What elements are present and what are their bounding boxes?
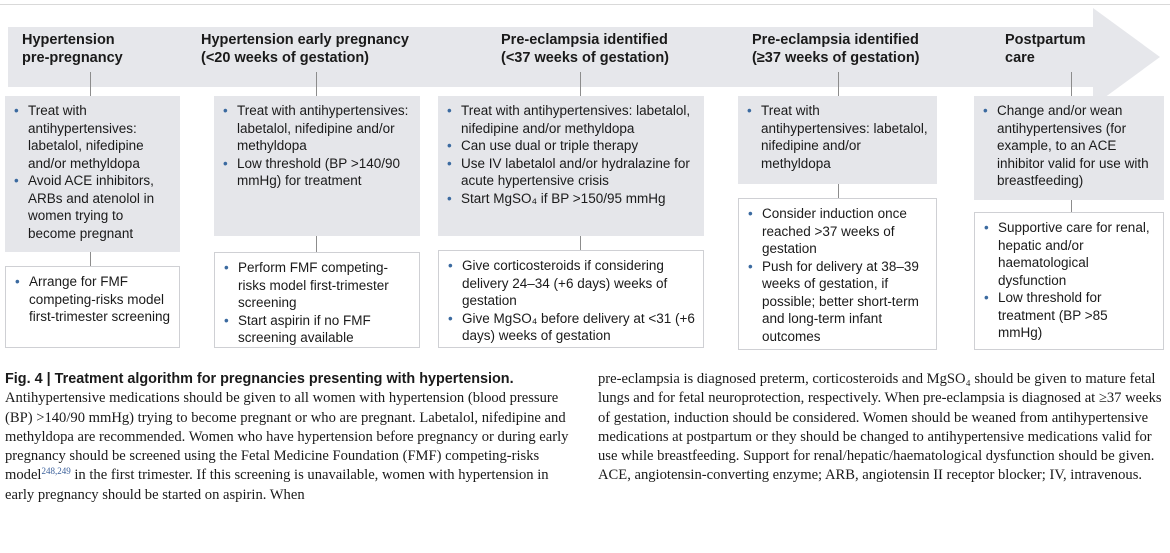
stage-subtitle: (<37 weeks of gestation)	[501, 50, 670, 66]
list-item: • Consider induction once reached >37 weeks of gestation	[747, 205, 928, 258]
list-item: • Perform FMF competing-risks model first-trimester screening	[223, 259, 411, 312]
stage-subtitle: pre-pregnancy	[22, 50, 123, 66]
list-item: • Can use dual or triple therapy	[446, 137, 696, 155]
list-item: • Treat with antihypertensives: labetalol, nifedipine and/or methyldopa	[746, 102, 929, 172]
list-item: • Low threshold (BP >140/90 mmHg) for treatment	[222, 155, 412, 190]
stage-title: Pre-eclampsia identified	[501, 32, 668, 48]
stage-header-pre-eclampsia-late	[752, 31, 920, 67]
list-item: • Supportive care for renal, hepatic and/or haematological dysfunction	[983, 219, 1155, 289]
pre-pregnancy-screening-box	[5, 266, 180, 348]
stage-title: Postpartum	[1005, 32, 1086, 48]
figure-label: Fig. 4 | Treatment algorithm for pregnancies presenting with hypertension.	[5, 371, 514, 387]
list-item: • Give MgSO₄ before delivery at <31 (+6 days) weeks of gestation	[447, 310, 695, 345]
postpartum-support-box	[974, 212, 1164, 350]
stage-subtitle: (<20 weeks of gestation)	[201, 50, 370, 66]
reference-superscript[interactable]: 248,249	[41, 466, 71, 477]
connector-line	[90, 72, 91, 96]
early-pregnancy-treatment-box	[214, 96, 420, 236]
pre-pregnancy-treatment-box	[5, 96, 180, 252]
stage-subtitle: care	[1005, 50, 1035, 66]
caption-text: pre-eclampsia is diagnosed preterm, corticosteroids and MgSO₄ should be given to mature fetal lungs and for fetal neuroprotection, respectively. When pre-eclampsia is diagnosed at ≥37 weeks of gestation, induction should be considered. Women should be weaned from antihypertensive medications at postpartum or they should be changed to antihypertensive medications valid for use while breastfeeding. Support for renal/hepatic/haematological dysfunction should be given. ACE, angiotensin-converting enzyme; ARB, angiotensin II receptor blocker; IV, intravenous.	[598, 371, 1162, 484]
list-item: • Treat with antihypertensives: labetalol, nifedipine and/or methyldopa	[446, 102, 696, 137]
list-item: • Avoid ACE inhibitors, ARBs and atenolol in women trying to become pregnant	[13, 172, 172, 242]
connector-line	[1071, 72, 1072, 96]
stage-header-pre-pregnancy	[22, 31, 123, 67]
stage-title: Hypertension	[22, 32, 115, 48]
connector-line	[1071, 200, 1072, 212]
connector-line	[838, 184, 839, 198]
list-item: • Start aspirin if no FMF screening available	[223, 312, 411, 347]
list-item: • Treat with antihypertensives: labetalol, nifedipine and/or methyldopa	[13, 102, 172, 172]
stage-header-postpartum	[1005, 31, 1086, 67]
list-item: • Change and/or wean antihypertensives (for example, to an ACE inhibitor valid for use with breastfeeding)	[982, 102, 1156, 190]
connector-line	[316, 236, 317, 252]
list-item: • Low threshold for treatment (BP >85 mmHg)	[983, 289, 1155, 342]
stage-header-early-pregnancy	[201, 31, 409, 67]
connector-line	[580, 236, 581, 250]
stage-title: Hypertension early pregnancy	[201, 32, 409, 48]
stage-header-pre-eclampsia-early	[501, 31, 669, 67]
early-pregnancy-screening-box	[214, 252, 420, 348]
figure-caption-left	[5, 370, 572, 505]
pre-eclampsia-early-treatment-box	[438, 96, 704, 236]
list-item: • Use IV labetalol and/or hydralazine for acute hypertensive crisis	[446, 155, 696, 190]
pre-eclampsia-early-delivery-box	[438, 250, 704, 348]
list-item: • Start MgSO₄ if BP >150/95 mmHg	[446, 190, 696, 208]
figure-caption-right	[598, 370, 1166, 486]
pre-eclampsia-late-delivery-box	[738, 198, 937, 350]
list-item: • Push for delivery at 38–39 weeks of gestation, if possible; better short-term and long-term infant outcomes	[747, 258, 928, 346]
list-item: • Arrange for FMF competing-risks model first-trimester screening	[14, 273, 171, 326]
connector-line	[838, 72, 839, 96]
pre-eclampsia-late-treatment-box	[738, 96, 937, 184]
connector-line	[90, 252, 91, 266]
postpartum-treatment-box	[974, 96, 1164, 200]
connector-line	[580, 72, 581, 96]
caption-text: Antihypertensive medications should be given to all women with hypertension (blood pressure (BP) >140/90 mmHg) trying to become pregnant or who are pregnant. Labetalol, nifedipine and methyldopa are recommended. Women who have hypertension before pregnancy or during early pregnancy should be screened using the Fetal Medicine Foundation (FMF) competing-risks model	[5, 390, 569, 484]
stage-title: Pre-eclampsia identified	[752, 32, 919, 48]
list-item: • Treat with antihypertensives: labetalol, nifedipine and/or methyldopa	[222, 102, 412, 155]
connector-line	[316, 72, 317, 96]
stage-subtitle: (≥37 weeks of gestation)	[752, 50, 920, 66]
list-item: • Give corticosteroids if considering delivery 24–34 (+6 days) weeks of gestation	[447, 257, 695, 310]
caption-text: in the first trimester. If this screening is unavailable, women with hypertension in early pregnancy should be started on aspirin. When	[5, 467, 549, 503]
